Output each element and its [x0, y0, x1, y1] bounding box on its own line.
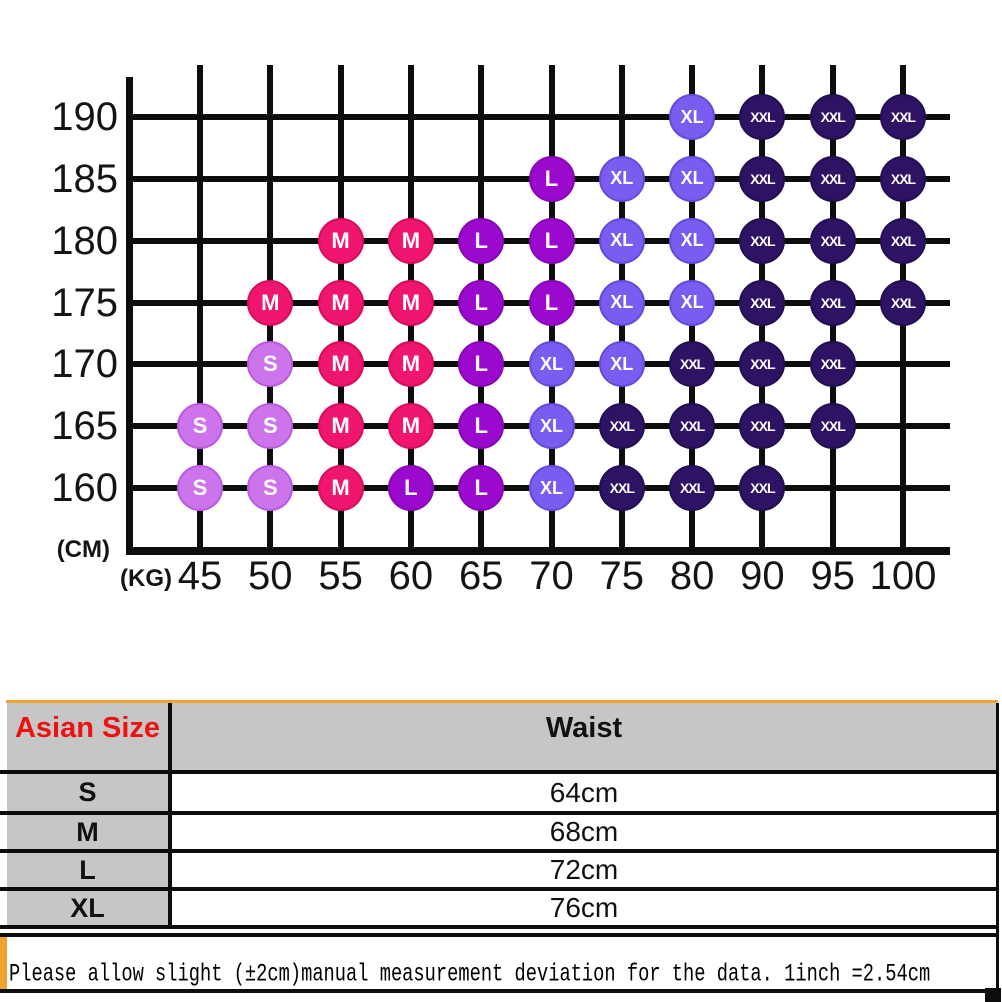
- size-dot-xl: XL: [599, 280, 645, 326]
- size-dot-xxl: XXL: [810, 156, 856, 202]
- size-dot-l: L: [529, 280, 575, 326]
- size-dot-xl: XL: [529, 403, 575, 449]
- size-dot-xl: XL: [599, 218, 645, 264]
- size-dot-xl: XL: [669, 156, 715, 202]
- size-dot-m: M: [388, 280, 434, 326]
- note-text: Please allow slight (±2cm)manual measurement deviation for the data. 1inch =2.54cm: [9, 960, 931, 989]
- size-cell: [7, 853, 168, 887]
- size-dot-xxl: XXL: [880, 156, 926, 202]
- weight-tick-label: 65: [458, 554, 504, 598]
- size-cell: [7, 774, 168, 811]
- table-row: [0, 853, 999, 887]
- size-dot-m: M: [318, 218, 364, 264]
- size-cell: [7, 815, 168, 849]
- size-dot-xxl: XXL: [669, 341, 715, 387]
- table-row: [0, 774, 999, 811]
- size-dot-l: L: [529, 218, 575, 264]
- size-dot-xxl: XXL: [739, 94, 785, 140]
- size-dot-xxl: XXL: [880, 218, 926, 264]
- table-header-waist-cell: [172, 703, 996, 770]
- size-dot-l: L: [458, 465, 504, 511]
- note-corner-square: [985, 988, 1001, 1002]
- size-dot-l: L: [458, 403, 504, 449]
- waist-cell-value: 68cm: [549, 816, 619, 847]
- size-dot-xxl: XXL: [880, 280, 926, 326]
- weight-tick-label: 55: [318, 554, 363, 598]
- size-dot-l: L: [458, 218, 504, 264]
- waist-cell: [172, 774, 996, 811]
- size-dot-xxl: XXL: [810, 218, 856, 264]
- size-cell-label: XL: [70, 892, 105, 923]
- size-dot-m: M: [318, 341, 364, 387]
- size-dot-xxl: XXL: [880, 94, 926, 140]
- size-dot-xxl: XXL: [669, 403, 715, 449]
- size-dot-s: S: [247, 465, 293, 511]
- size-dot-xxl: XXL: [739, 341, 785, 387]
- size-dot-l: L: [388, 465, 434, 511]
- table-header-waist: Waist: [545, 712, 623, 744]
- size-dot-xxl: XXL: [810, 94, 856, 140]
- size-cell-label: S: [78, 777, 97, 807]
- size-dot-m: M: [318, 403, 364, 449]
- weight-tick-label: 45: [177, 554, 223, 598]
- height-tick-label: 190: [51, 95, 118, 139]
- waist-cell: [172, 815, 996, 849]
- size-dot-xl: XL: [529, 341, 575, 387]
- size-dot-xxl: XXL: [599, 403, 645, 449]
- size-dot-xl: XL: [529, 465, 575, 511]
- size-dot-l: L: [458, 280, 504, 326]
- waist-cell-value: 64cm: [549, 776, 619, 808]
- size-dot-xxl: XXL: [739, 280, 785, 326]
- waist-cell: [172, 853, 996, 887]
- table-row-divider: [0, 925, 999, 929]
- height-tick-label: 185: [51, 156, 118, 201]
- size-dot-xxl: XXL: [599, 465, 645, 511]
- table-row: [0, 891, 999, 925]
- size-dot-l: L: [458, 341, 504, 387]
- table-row: [0, 815, 999, 849]
- size-dot-l: L: [529, 156, 575, 202]
- size-dot-m: M: [388, 403, 434, 449]
- weight-tick-label: 50: [248, 554, 293, 598]
- size-dot-xxl: XXL: [810, 341, 856, 387]
- size-dot-m: M: [388, 218, 434, 264]
- measurement-note-box: [0, 933, 999, 993]
- size-dot-xl: XL: [599, 156, 645, 202]
- size-cell-label: L: [79, 854, 96, 885]
- weight-unit-label: (KG): [120, 565, 172, 592]
- weight-tick-label: 95: [810, 554, 855, 598]
- weight-tick-label: 100: [869, 554, 937, 598]
- size-dot-m: M: [318, 280, 364, 326]
- note-left-accent: [0, 937, 7, 989]
- size-dot-xl: XL: [669, 218, 715, 264]
- size-dot-xxl: XXL: [669, 465, 715, 511]
- height-tick-label: 175: [51, 280, 118, 325]
- weight-tick-label: 70: [529, 554, 574, 598]
- waist-cell-value: 72cm: [549, 854, 619, 885]
- table-header-asian-size: Asian Size: [14, 712, 161, 744]
- height-tick-label: 165: [51, 404, 118, 449]
- size-dot-xl: XL: [599, 341, 645, 387]
- weight-tick-label: 80: [669, 554, 715, 598]
- waist-cell-value: 76cm: [549, 892, 619, 923]
- weight-tick-label: 75: [599, 554, 645, 598]
- size-dot-s: S: [247, 403, 293, 449]
- size-dot-xxl: XXL: [810, 280, 856, 326]
- size-dot-xxl: XXL: [739, 403, 785, 449]
- size-dot-xxl: XXL: [739, 465, 785, 511]
- weight-tick-label: 90: [740, 554, 785, 598]
- size-dot-m: M: [247, 280, 293, 326]
- height-tick-label: 160: [51, 466, 118, 510]
- height-tick-label: 180: [51, 218, 118, 263]
- size-dot-xxl: XXL: [739, 218, 785, 264]
- size-dot-m: M: [388, 341, 434, 387]
- size-dot-s: S: [177, 403, 223, 449]
- size-dot-xxl: XXL: [739, 156, 785, 202]
- size-dot-s: S: [247, 341, 293, 387]
- size-cell-label: M: [76, 816, 99, 847]
- size-cell: [7, 891, 168, 925]
- size-dot-xl: XL: [669, 94, 715, 140]
- height-tick-label: 170: [51, 342, 118, 387]
- height-unit-label: (CM): [56, 536, 110, 563]
- y-axis-line: [126, 77, 133, 555]
- size-dot-xxl: XXL: [810, 403, 856, 449]
- table-header-size-cell: [7, 703, 168, 770]
- size-dot-xl: XL: [669, 280, 715, 326]
- weight-tick-label: 60: [388, 554, 434, 598]
- size-dot-m: M: [318, 465, 364, 511]
- waist-cell: [172, 891, 996, 925]
- size-dot-s: S: [177, 465, 223, 511]
